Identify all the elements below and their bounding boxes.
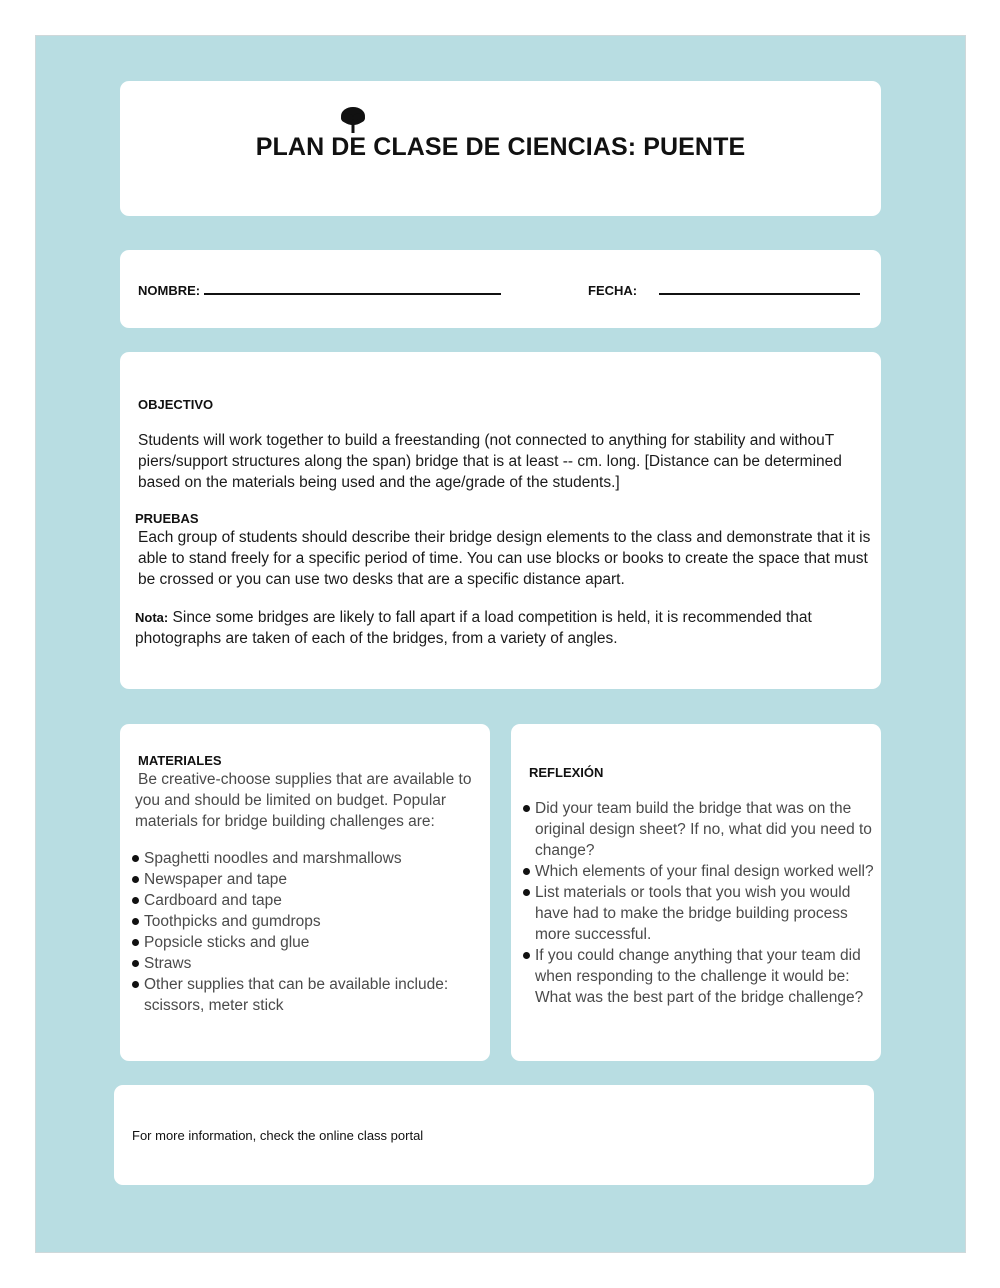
list-item: If you could change anything that your team did when responding to the challenge it would be: What was the best part of the bridge challenge? <box>523 945 878 1008</box>
bullet-icon <box>523 889 530 896</box>
date-label: FECHA: <box>588 283 638 298</box>
tests-heading: PRUEBAS <box>135 511 199 526</box>
bullet-icon <box>132 981 139 988</box>
bullet-icon <box>523 952 530 959</box>
list-item: Cardboard and tape <box>132 890 472 911</box>
tests-text: Each group of students should describe their bridge design elements to the class and demonstrate that it is able to stand freely for a specific period of time. You can use blocks or books to create the space that must be crossed or you can use two desks that are a specific distance apart. <box>138 529 871 588</box>
list-item: Newspaper and tape <box>132 869 472 890</box>
reflection-heading: REFLEXIÓN <box>529 765 604 780</box>
materials-intro: Be creative-choose supplies that are available to you and should be limited on budget. Popular materials for bridge building challenges are: <box>135 771 472 830</box>
objective-text: Students will work together to build a freestanding (not connected to anything for stability and withouT piers/support structures along the span) bridge that is at least -- cm. long. [Distance can be determined based on the materials being used and the age/grade of the students.] <box>138 432 842 491</box>
bullet-icon <box>132 960 139 967</box>
objective-heading: OBJECTIVO <box>138 397 214 412</box>
list-item: Spaghetti noodles and marshmallows <box>132 848 472 869</box>
objective-card <box>120 352 881 689</box>
list-item: Did your team build the bridge that was on the original design sheet? If no, what did you need to change? <box>523 798 878 861</box>
bullet-icon <box>523 868 530 875</box>
tree-icon <box>339 106 367 134</box>
footer-card <box>114 1085 874 1185</box>
student-info-card <box>120 250 881 328</box>
list-item: Straws <box>132 953 472 974</box>
list-item: Popsicle sticks and glue <box>132 932 472 953</box>
list-item: Toothpicks and gumdrops <box>132 911 472 932</box>
name-field[interactable] <box>204 293 501 295</box>
note-text: Since some bridges are likely to fall apart if a load competition is held, it is recommended that photographs are taken of each of the bridges, from a variety of angles. <box>135 609 812 647</box>
bullet-icon <box>132 897 139 904</box>
materials-list <box>132 848 472 1016</box>
name-label: NOMBRE: <box>138 283 201 298</box>
list-item: Other supplies that can be available include: scissors, meter stick <box>132 974 472 1016</box>
page-title: PLAN DE CLASE DE CIENCIAS: PUENTE <box>255 133 746 161</box>
materials-card <box>120 724 490 1061</box>
reflection-list <box>523 798 878 1008</box>
footer-text: For more information, check the online class portal <box>132 1128 424 1143</box>
date-field[interactable] <box>659 293 860 295</box>
note-label: Nota: <box>135 610 169 625</box>
note-paragraph <box>135 607 855 649</box>
bullet-icon <box>132 876 139 883</box>
list-item: Which elements of your final design worked well? <box>523 861 878 882</box>
title-card <box>120 81 881 216</box>
bullet-icon <box>132 855 139 862</box>
bullet-icon <box>132 939 139 946</box>
list-item: List materials or tools that you wish you would have had to make the bridge building process more successful. <box>523 882 878 945</box>
bullet-icon <box>132 918 139 925</box>
reflection-card <box>511 724 881 1061</box>
bullet-icon <box>523 805 530 812</box>
materials-heading: MATERIALES <box>138 753 222 768</box>
